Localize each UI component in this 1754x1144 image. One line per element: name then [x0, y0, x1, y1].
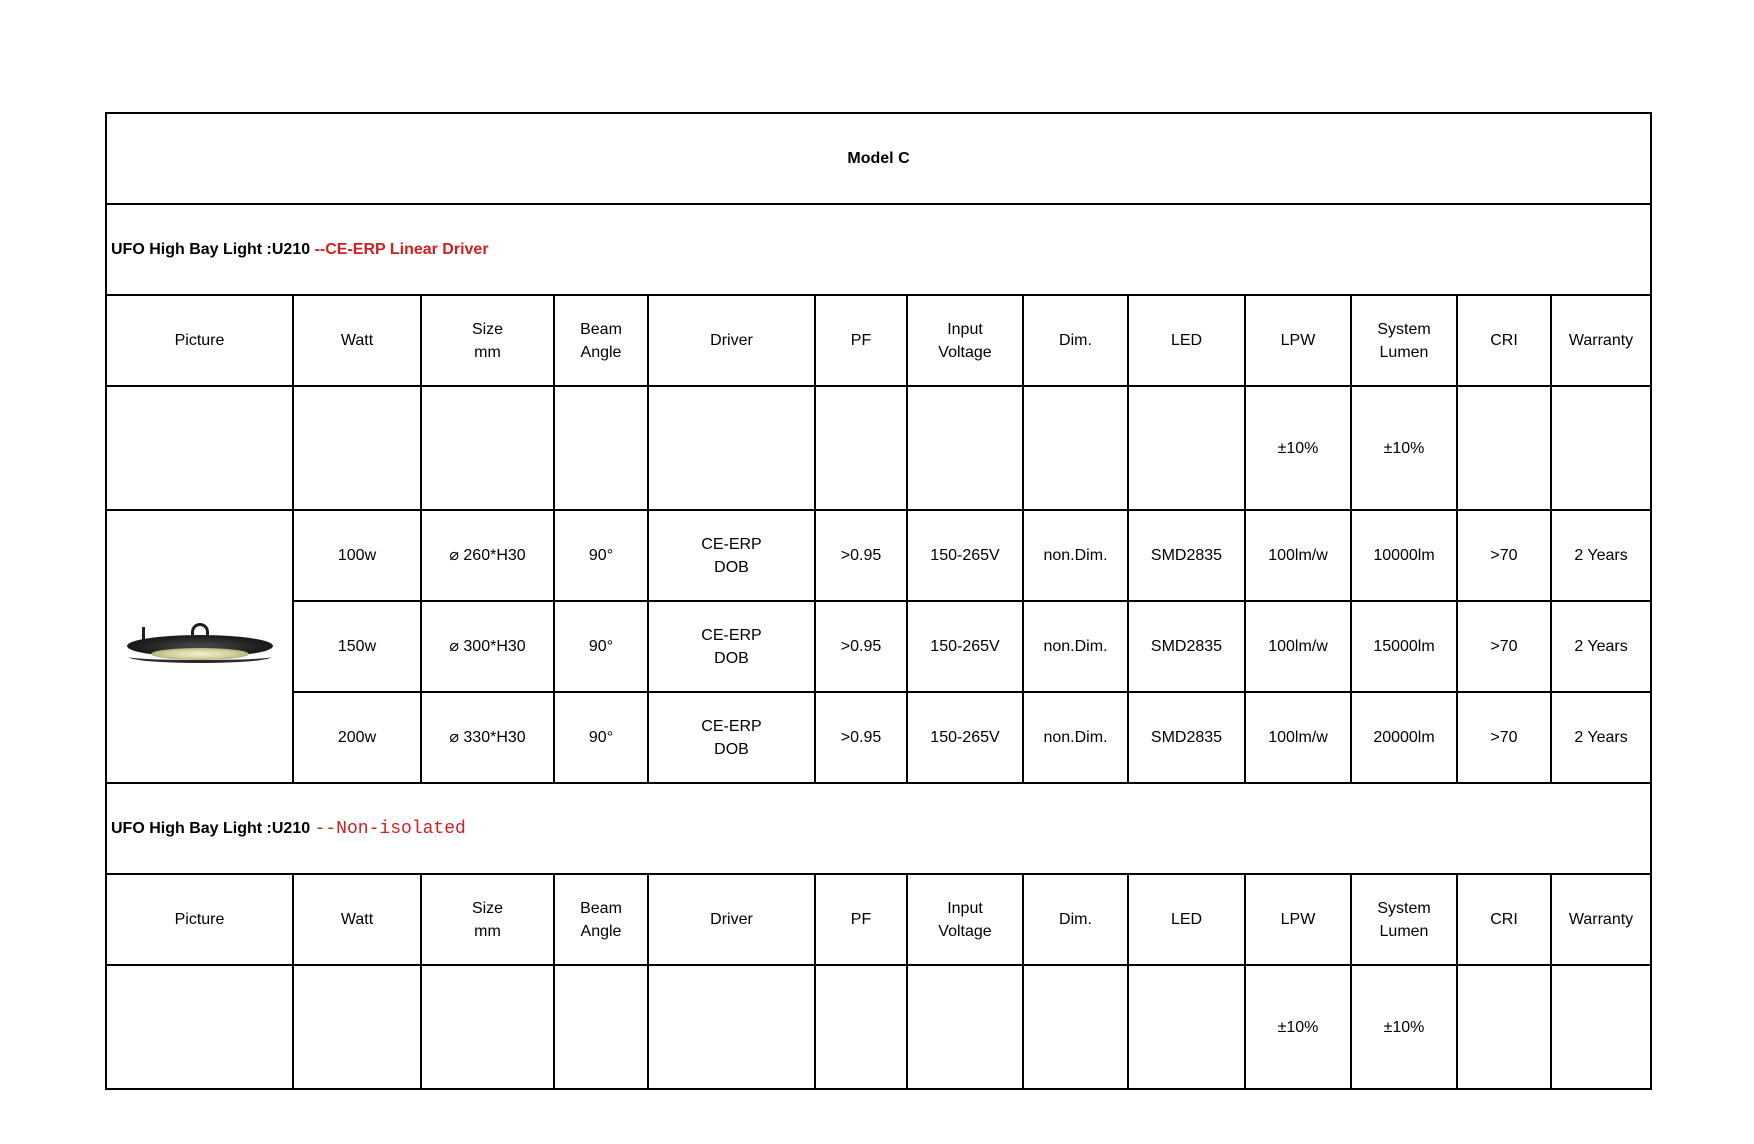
header-input-line-1: Input	[947, 320, 983, 338]
cell-cri: >70	[1457, 601, 1551, 692]
header-system-lumen	[1351, 874, 1457, 965]
cell-driver-line-2: DOB	[714, 649, 749, 667]
section-row-2	[106, 783, 1651, 874]
empty-cell	[815, 386, 907, 510]
header-dim: Dim.	[1023, 874, 1128, 965]
cell-lpw: 100lm/w	[1245, 601, 1351, 692]
cell-cri: >70	[1457, 510, 1551, 601]
header-input-line-1: Input	[947, 899, 983, 917]
section-heading-2	[106, 783, 1651, 874]
cell-pf: >0.95	[815, 692, 907, 783]
section-row-1	[106, 204, 1651, 295]
header-cri: CRI	[1457, 874, 1551, 965]
spec-sheet	[105, 112, 1650, 1087]
cell-driver-line-1: CE-ERP	[701, 626, 762, 644]
cell-driver	[648, 601, 815, 692]
empty-cell	[1457, 965, 1551, 1089]
header-cri: CRI	[1457, 295, 1551, 386]
cell-dim: non.Dim.	[1023, 601, 1128, 692]
header-input-line-2: Voltage	[938, 922, 992, 940]
spec-table	[105, 112, 1652, 1090]
header-warranty: Warranty	[1551, 874, 1651, 965]
cell-cri: >70	[1457, 692, 1551, 783]
cell-lumen: 20000lm	[1351, 692, 1457, 783]
empty-cell	[554, 965, 648, 1089]
cell-lpw: 100lm/w	[1245, 692, 1351, 783]
cell-size: ⌀ 260*H30	[421, 510, 554, 601]
cell-led: SMD2835	[1128, 601, 1245, 692]
empty-cell	[1128, 386, 1245, 510]
header-led: LED	[1128, 874, 1245, 965]
header-size-line-2: mm	[474, 343, 501, 361]
empty-cell	[648, 965, 815, 1089]
tolerance-row-2	[106, 965, 1651, 1089]
header-beam-line-2: Angle	[580, 922, 622, 940]
header-beam-line-1: Beam	[580, 320, 622, 338]
product-picture	[106, 510, 293, 783]
empty-cell	[907, 386, 1023, 510]
cell-led: SMD2835	[1128, 692, 1245, 783]
empty-cell	[1551, 965, 1651, 1089]
empty-cell	[1023, 965, 1128, 1089]
title-row	[106, 113, 1651, 204]
section-heading-2-prefix: UFO High Bay Light :U210	[111, 819, 315, 837]
header-watt: Watt	[293, 874, 421, 965]
header-warranty: Warranty	[1551, 295, 1651, 386]
cell-driver-line-1: CE-ERP	[701, 717, 762, 735]
cell-input: 150-265V	[907, 510, 1023, 601]
cell-watt: 150w	[293, 601, 421, 692]
header-beam-line-1: Beam	[580, 899, 622, 917]
lpw-tolerance: ±10%	[1245, 965, 1351, 1089]
header-input-voltage	[907, 295, 1023, 386]
header-input-line-2: Voltage	[938, 343, 992, 361]
cell-pf: >0.95	[815, 601, 907, 692]
empty-cell	[106, 965, 293, 1089]
header-system-lumen	[1351, 295, 1457, 386]
header-driver: Driver	[648, 295, 815, 386]
ufo-high-bay-lamp-icon	[125, 623, 275, 671]
cell-size: ⌀ 300*H30	[421, 601, 554, 692]
header-picture: Picture	[106, 295, 293, 386]
header-beam-line-2: Angle	[580, 343, 622, 361]
section-heading-1	[106, 204, 1651, 295]
header-dim: Dim.	[1023, 295, 1128, 386]
tolerance-row-1	[106, 386, 1651, 510]
cell-dim: non.Dim.	[1023, 692, 1128, 783]
empty-cell	[1023, 386, 1128, 510]
header-size-line-1: Size	[471, 899, 504, 917]
header-lpw: LPW	[1245, 295, 1351, 386]
table-title: Model C	[106, 113, 1651, 204]
table-row	[106, 692, 1651, 783]
cell-beam: 90°	[554, 692, 648, 783]
section-heading-2-suffix: --Non-isolated	[314, 818, 466, 839]
lumen-tolerance: ±10%	[1351, 965, 1457, 1089]
cell-beam: 90°	[554, 601, 648, 692]
cell-driver-line-2: DOB	[714, 558, 749, 576]
header-beam-angle	[554, 874, 648, 965]
header-lpw: LPW	[1245, 874, 1351, 965]
section-heading-1-suffix: --CE-ERP Linear Driver	[314, 241, 489, 258]
cell-led: SMD2835	[1128, 510, 1245, 601]
header-beam-angle	[554, 295, 648, 386]
empty-cell	[293, 965, 421, 1089]
cell-warranty: 2 Years	[1551, 510, 1651, 601]
header-input-voltage	[907, 874, 1023, 965]
lumen-tolerance: ±10%	[1351, 386, 1457, 510]
header-led: LED	[1128, 295, 1245, 386]
header-driver: Driver	[648, 874, 815, 965]
lpw-tolerance: ±10%	[1245, 386, 1351, 510]
header-lumen-line-1: System	[1377, 320, 1431, 338]
header-pf: PF	[815, 874, 907, 965]
header-row-1	[106, 295, 1651, 386]
header-picture: Picture	[106, 874, 293, 965]
table-row	[106, 601, 1651, 692]
empty-cell	[1457, 386, 1551, 510]
cell-size: ⌀ 330*H30	[421, 692, 554, 783]
empty-cell	[1551, 386, 1651, 510]
empty-cell	[421, 386, 554, 510]
header-size	[421, 295, 554, 386]
cell-dim: non.Dim.	[1023, 510, 1128, 601]
empty-cell	[293, 386, 421, 510]
cell-driver-line-1: CE-ERP	[701, 535, 762, 553]
header-lumen-line-1: System	[1377, 899, 1431, 917]
empty-cell	[648, 386, 815, 510]
empty-cell	[106, 386, 293, 510]
table-row	[106, 510, 1651, 601]
cell-driver	[648, 510, 815, 601]
header-watt: Watt	[293, 295, 421, 386]
empty-cell	[554, 386, 648, 510]
header-size-line-1: Size	[471, 320, 504, 338]
empty-cell	[1128, 965, 1245, 1089]
cell-lumen: 10000lm	[1351, 510, 1457, 601]
section-heading-1-prefix: UFO High Bay Light :U210	[111, 241, 315, 258]
header-lumen-line-2: Lumen	[1379, 922, 1429, 940]
header-lumen-line-2: Lumen	[1379, 343, 1429, 361]
cell-input: 150-265V	[907, 692, 1023, 783]
cell-pf: >0.95	[815, 510, 907, 601]
cell-warranty: 2 Years	[1551, 692, 1651, 783]
header-pf: PF	[815, 295, 907, 386]
header-size-line-2: mm	[474, 922, 501, 940]
empty-cell	[907, 965, 1023, 1089]
header-size	[421, 874, 554, 965]
empty-cell	[815, 965, 907, 1089]
cell-input: 150-265V	[907, 601, 1023, 692]
empty-cell	[421, 965, 554, 1089]
cell-driver	[648, 692, 815, 783]
cell-driver-line-2: DOB	[714, 740, 749, 758]
cell-watt: 100w	[293, 510, 421, 601]
cell-beam: 90°	[554, 510, 648, 601]
header-row-2	[106, 874, 1651, 965]
cell-watt: 200w	[293, 692, 421, 783]
cell-lpw: 100lm/w	[1245, 510, 1351, 601]
cell-lumen: 15000lm	[1351, 601, 1457, 692]
cell-warranty: 2 Years	[1551, 601, 1651, 692]
